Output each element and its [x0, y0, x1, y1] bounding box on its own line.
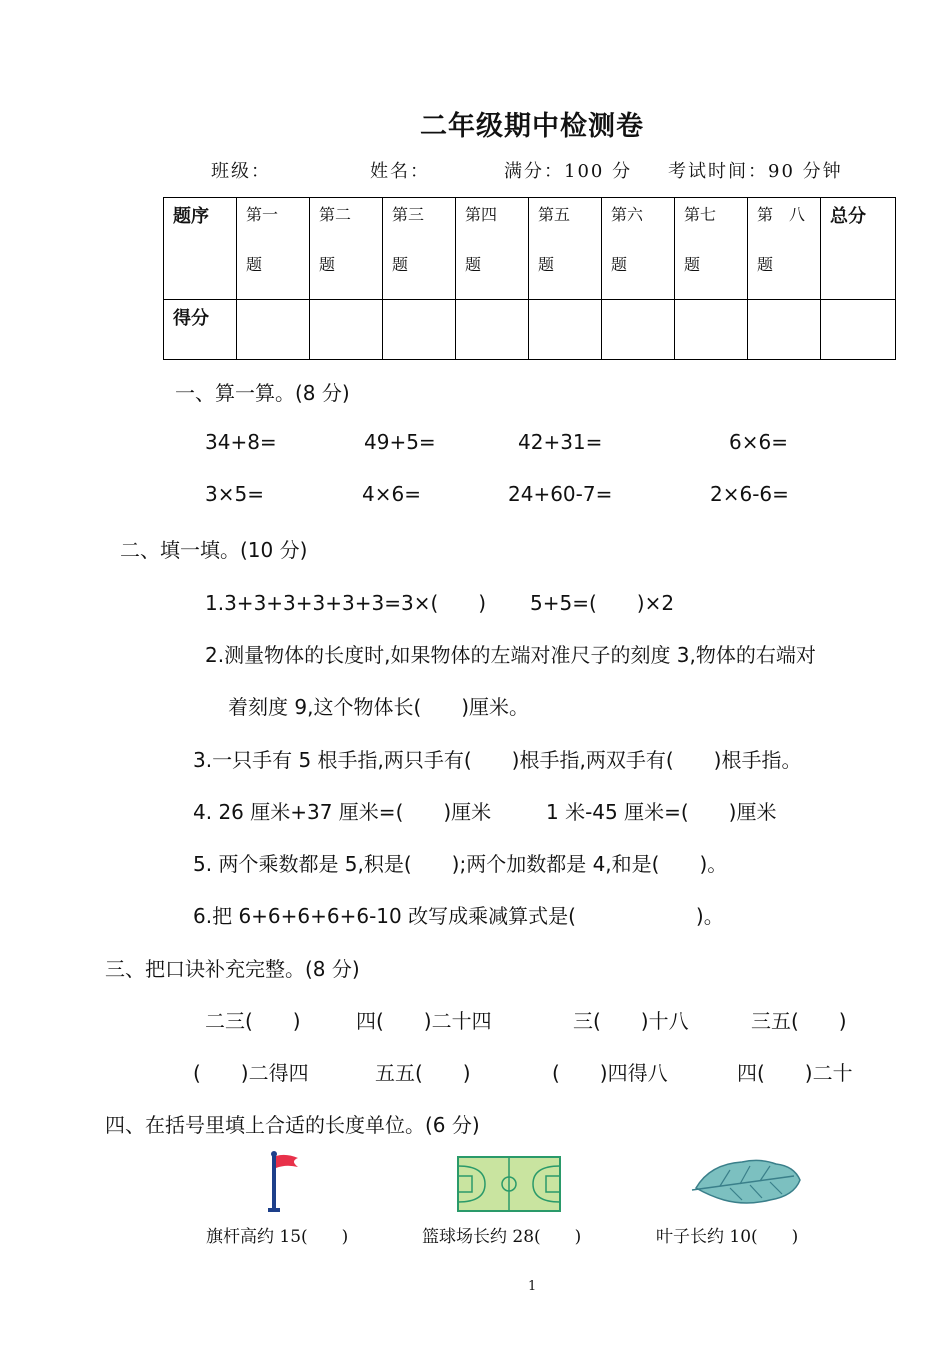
rhyme-item: 三( )十八 — [573, 1009, 689, 1033]
rhyme-item: 五五( ) — [375, 1061, 471, 1085]
col-header-8: 第 八 题 — [748, 198, 821, 300]
row-header-score: 得分 — [164, 300, 237, 360]
col-header-2: 第二 题 — [310, 198, 383, 300]
rhyme-item: 二三( ) — [205, 1009, 301, 1033]
rhyme-item: ( )四得八 — [552, 1061, 668, 1085]
calc-item: 42+31= — [518, 430, 603, 454]
flag-icon — [264, 1150, 304, 1214]
rhyme-item: 四( )二十四 — [356, 1009, 492, 1033]
score-cell — [529, 300, 602, 360]
score-cell — [383, 300, 456, 360]
rhyme-item: ( )二得四 — [193, 1061, 309, 1085]
fill-q3: 3.一只手有 5 根手指,两只手有( )根手指,两双手有( )根手指。 — [193, 748, 802, 772]
score-cell — [675, 300, 748, 360]
col-header-6: 第六 题 — [602, 198, 675, 300]
score-cell — [310, 300, 383, 360]
leaf-icon — [690, 1156, 804, 1206]
score-cell — [821, 300, 896, 360]
rhyme-item: 三五( ) — [751, 1009, 847, 1033]
leaf-label: 叶子长约 10( ) — [656, 1227, 799, 1247]
full-score-label: 满分：100 分 — [504, 161, 633, 182]
calc-item: 2×6-6= — [710, 482, 789, 506]
fill-q6: 6.把 6+6+6+6+6-10 改写成乘减算式是( )。 — [193, 904, 724, 928]
calc-item: 24+60-7= — [508, 482, 613, 506]
col-header-total: 总分 — [821, 198, 896, 300]
flag-label: 旗杆高约 15( ) — [206, 1227, 349, 1247]
fill-q5: 5. 两个乘数都是 5,积是( );两个加数都是 4,和是( )。 — [193, 852, 728, 876]
section3-heading: 三、把口诀补充完整。(8 分) — [105, 957, 360, 981]
basketball-court-icon — [457, 1156, 561, 1212]
col-header-3: 第三 题 — [383, 198, 456, 300]
score-cell — [237, 300, 310, 360]
fill-q2-line2: 着刻度 9,这个物体长( )厘米。 — [228, 695, 530, 719]
page-title: 二年级期中检测卷 — [420, 111, 644, 142]
page-number: 1 — [528, 1279, 537, 1294]
calc-item: 49+5= — [364, 430, 436, 454]
section1-heading: 一、算一算。(8 分) — [175, 381, 350, 405]
calc-item: 34+8= — [205, 430, 277, 454]
score-table — [163, 197, 896, 360]
fill-q4a: 4. 26 厘米+37 厘米=( )厘米 — [193, 800, 492, 824]
fill-q1a: 1.3+3+3+3+3+3=3×( ) — [205, 591, 487, 615]
calc-item: 4×6= — [362, 482, 421, 506]
court-label: 篮球场长约 28( ) — [422, 1227, 582, 1247]
fill-q1b: 5+5=( )×2 — [530, 591, 675, 615]
col-header-1: 第一 题 — [237, 198, 310, 300]
section2-heading: 二、填一填。(10 分) — [120, 538, 308, 562]
score-cell — [748, 300, 821, 360]
col-header-5: 第五 题 — [529, 198, 602, 300]
exam-time-label: 考试时间：90 分钟 — [668, 161, 843, 182]
section4-heading: 四、在括号里填上合适的长度单位。(6 分) — [105, 1113, 480, 1137]
score-cell — [456, 300, 529, 360]
row-header-question-order: 题序 — [164, 198, 237, 300]
calc-item: 6×6= — [729, 430, 788, 454]
class-label: 班级： — [211, 161, 271, 182]
score-cell — [602, 300, 675, 360]
calc-item: 3×5= — [205, 482, 264, 506]
fill-q4b: 1 米-45 厘米=( )厘米 — [546, 800, 777, 824]
fill-q2-line1: 2.测量物体的长度时,如果物体的左端对准尺子的刻度 3,物体的右端对 — [205, 643, 816, 667]
name-label: 姓名： — [370, 161, 430, 182]
col-header-7: 第七 题 — [675, 198, 748, 300]
col-header-4: 第四 题 — [456, 198, 529, 300]
rhyme-item: 四( )二十 — [737, 1061, 853, 1085]
